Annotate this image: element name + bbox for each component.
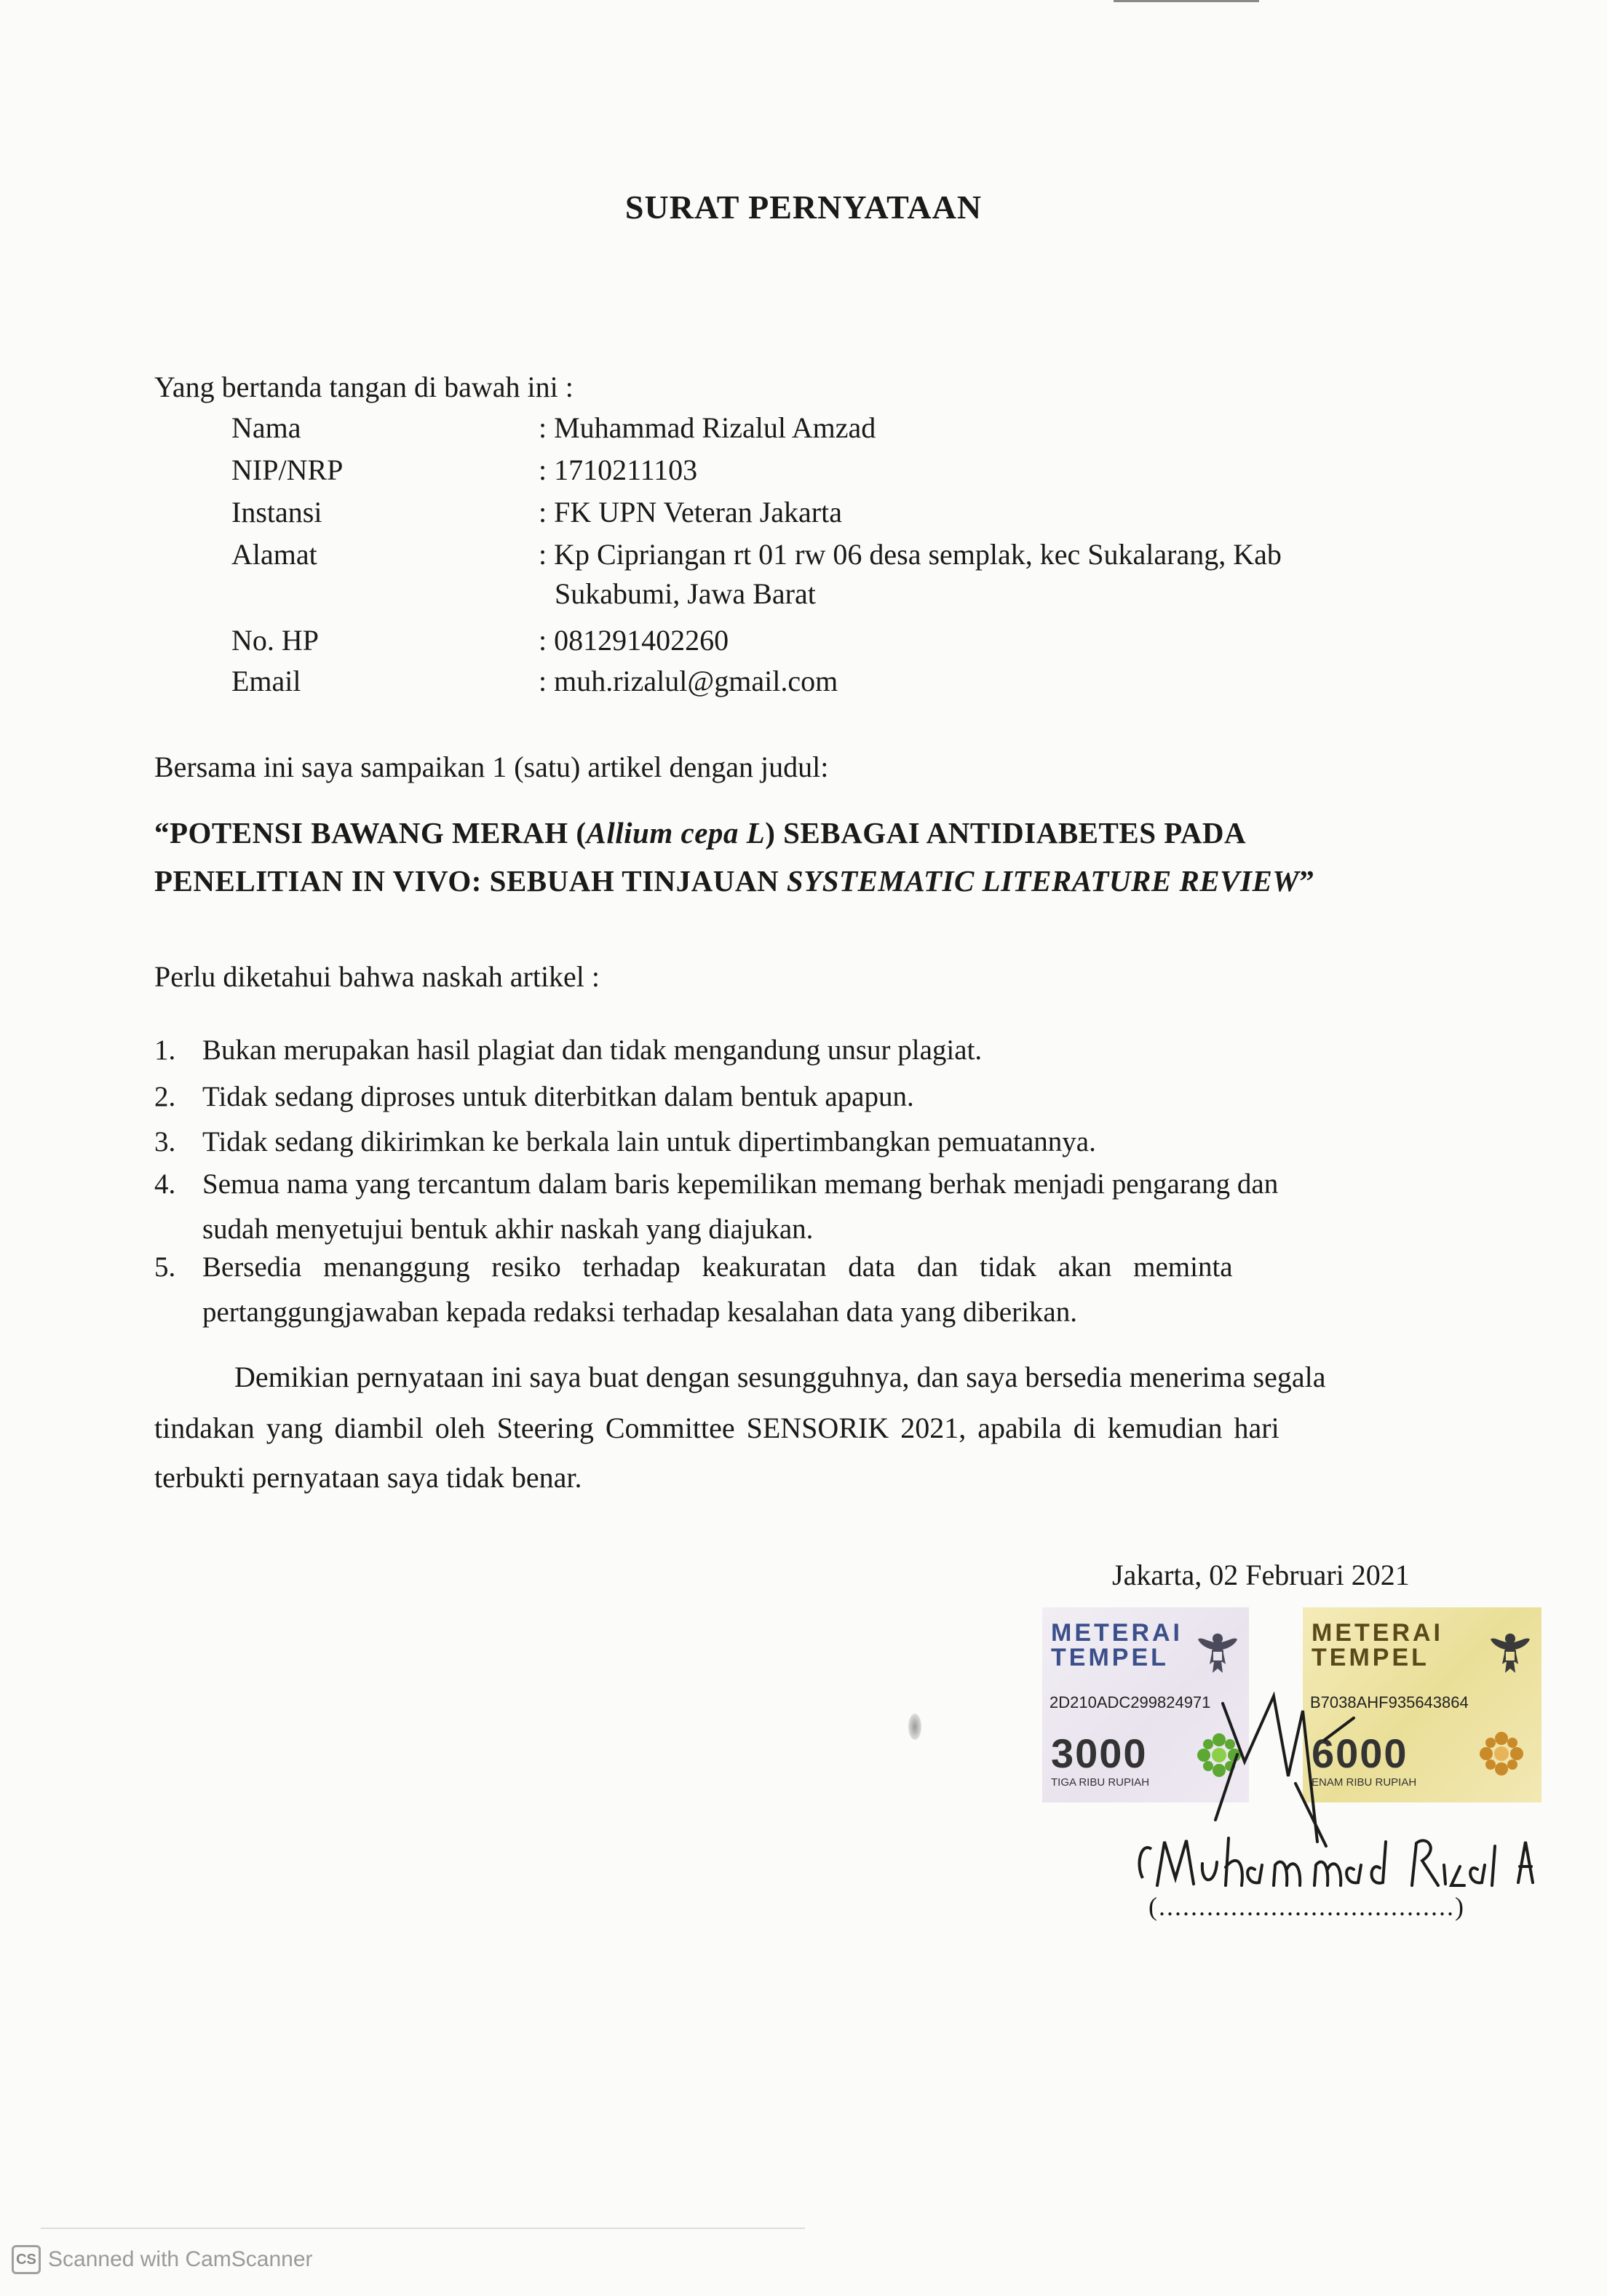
list-number: 3.: [154, 1126, 176, 1157]
closing-line: Demikian pernyataan ini saya buat dengan sesungguhnya, dan saya bersedia menerima segala: [234, 1361, 1326, 1393]
field-label: Nama: [231, 411, 301, 444]
field-value: : 081291402260: [539, 624, 729, 657]
list-number: 2.: [154, 1081, 176, 1112]
document-title: SURAT PERNYATAAN: [624, 189, 983, 226]
list-text: Tidak sedang dikirimkan ke berkala lain untuk dipertimbangkan pemuatannya.: [202, 1126, 1096, 1157]
stamp-serial: B7038AHF935643864: [1310, 1693, 1469, 1711]
list-text: Semua nama yang tercantum dalam baris kepemilikan memang berhak menjadi pengarang dan: [202, 1168, 1279, 1200]
list-number: 4.: [154, 1168, 176, 1200]
stamp-value: 3000: [1051, 1730, 1148, 1776]
stamp-heading: [1312, 1620, 1443, 1670]
title-text: PENELITIAN IN VIVO: SEBUAH TINJAUAN: [154, 864, 787, 898]
field-value: : FK UPN Veteran Jakarta: [539, 496, 842, 529]
field-value: : Muhammad Rizalul Amzad: [539, 411, 876, 444]
title-italic: Allium cepa L: [586, 816, 766, 850]
footer-divider: [41, 2228, 805, 2229]
article-intro: Bersama ini saya sampaikan 1 (satu) artikel dengan judul:: [154, 751, 829, 783]
top-edge-line: [1114, 0, 1259, 2]
title-text: “POTENSI BAWANG MERAH (: [154, 816, 587, 850]
list-number: 1.: [154, 1034, 176, 1066]
field-value: : Kp Cipriangan rt 01 rw 06 desa semplak, kec Sukalarang, Kab: [539, 538, 1282, 571]
note-intro: Perlu diketahui bahwa naskah artikel :: [154, 960, 600, 993]
stamp-heading: [1051, 1620, 1183, 1670]
intro-text: Yang bertanda tangan di bawah ini :: [154, 371, 574, 403]
field-value-continued: Sukabumi, Jawa Barat: [555, 577, 816, 610]
list-text-continued: sudah menyetujui bentuk akhir naskah yang diajukan.: [202, 1214, 814, 1245]
scanner-text: Scanned with CamScanner: [48, 2247, 313, 2271]
stamp-value-words: TIGA RIBU RUPIAH: [1051, 1776, 1150, 1789]
signature-name-line: (.....................................): [1148, 1892, 1465, 1921]
title-text: ) SEBAGAI ANTIDIABETES PADA: [765, 816, 1247, 850]
title-italic: SYSTEMATIC LITERATURE REVIEW: [786, 864, 1300, 898]
camscanner-logo-icon: CS: [12, 2245, 41, 2274]
signing-date: Jakarta, 02 Februari 2021: [1112, 1559, 1410, 1591]
stamp-heading-line: TEMPEL: [1051, 1644, 1169, 1671]
stamp-value: 6000: [1312, 1730, 1408, 1776]
garuda-emblem-icon: [1197, 1629, 1239, 1680]
list-text: Bukan merupakan hasil plagiat dan tidak mengandung unsur plagiat.: [202, 1034, 983, 1066]
field-value: : 1710211103: [539, 454, 698, 486]
stamp-serial: 2D210ADC299824971: [1049, 1693, 1211, 1711]
closing-line: terbukti pernyataan saya tidak benar.: [154, 1461, 582, 1494]
field-label: No. HP: [231, 624, 320, 657]
field-label: Alamat: [231, 538, 317, 571]
stamp-heading-line: TEMPEL: [1312, 1644, 1429, 1671]
stamp-heading-line: METERAI: [1312, 1619, 1443, 1647]
flower-ornament-icon: [1476, 1728, 1527, 1779]
list-text: Tidak sedang diproses untuk diterbitkan dalam bentuk apapun.: [202, 1081, 914, 1112]
field-label: NIP/NRP: [231, 454, 344, 486]
list-number: 5.: [154, 1251, 176, 1283]
stamp-value-words: ENAM RIBU RUPIAH: [1312, 1776, 1417, 1789]
list-text-continued: pertanggungjawaban kepada redaksi terhadap kesalahan data yang diberikan.: [202, 1297, 1077, 1328]
stamp-heading-line: METERAI: [1051, 1619, 1183, 1647]
scanner-watermark: [12, 2245, 313, 2274]
closing-line: tindakan yang diambil oleh Steering Committee SENSORIK 2021, apabila di kemudian hari: [154, 1412, 1279, 1444]
title-text: ”: [1299, 864, 1315, 898]
field-label: Instansi: [231, 496, 322, 529]
article-title-line-1: [154, 815, 1443, 850]
scan-smudge: [908, 1714, 921, 1740]
field-value: : muh.rizalul@gmail.com: [539, 665, 838, 697]
field-label: Email: [231, 665, 301, 697]
garuda-emblem-icon: [1489, 1629, 1531, 1680]
list-text: Bersedia menanggung resiko terhadap keakuratan data dan tidak akan meminta: [202, 1251, 1233, 1283]
article-title-line-2: [154, 863, 1443, 898]
